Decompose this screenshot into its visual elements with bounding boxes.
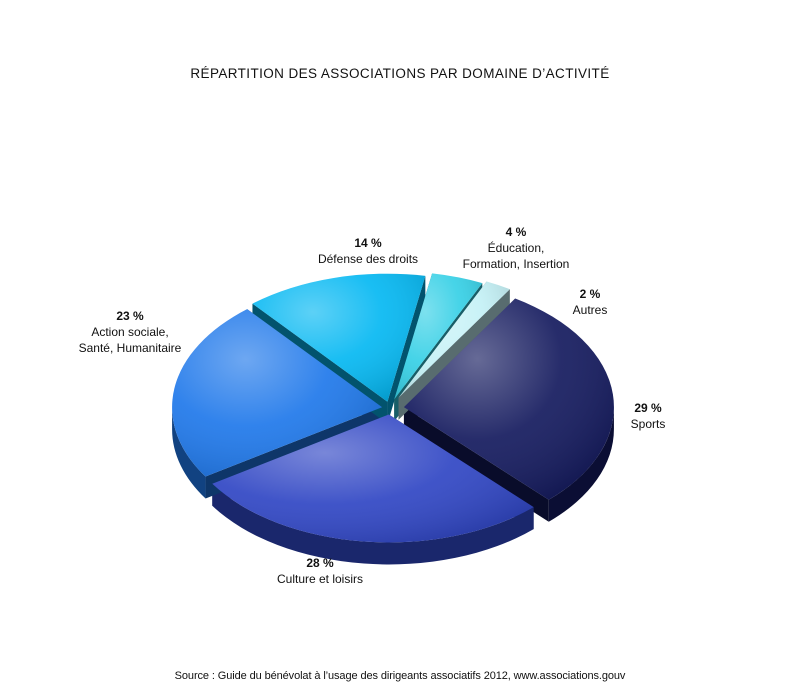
label-sports-pct: 29 % [634,401,662,415]
label-action-sociale-name-line1: Action sociale, [91,325,169,339]
label-education-name-line1: Éducation, [487,241,545,255]
label-culture [250,555,390,587]
label-education-pct: 4 % [505,225,527,239]
label-defense-pct: 14 % [354,236,382,250]
label-autres [555,286,625,318]
label-education [446,224,586,272]
label-defense [298,235,438,267]
label-culture-pct: 28 % [306,556,334,570]
chart-title: RÉPARTITION DES ASSOCIATIONS PAR DOMAINE D’ACTIVITÉ [190,66,610,81]
label-sports [606,400,690,432]
label-action-sociale-name-line2: Santé, Humanitaire [78,341,182,355]
label-autres-name: Autres [572,303,608,317]
source-note: Source : Guide du bénévolat à l’usage des dirigeants associatifs 2012, www.associations.gouv [174,670,626,682]
label-education-name-line2: Formation, Insertion [462,257,570,271]
label-culture-name: Culture et loisirs [276,572,364,586]
label-autres-pct: 2 % [579,287,601,301]
label-sports-name: Sports [630,417,666,431]
label-action-sociale-pct: 23 % [116,309,144,323]
label-action-sociale [60,308,200,356]
label-defense-name: Défense des droits [317,252,419,266]
